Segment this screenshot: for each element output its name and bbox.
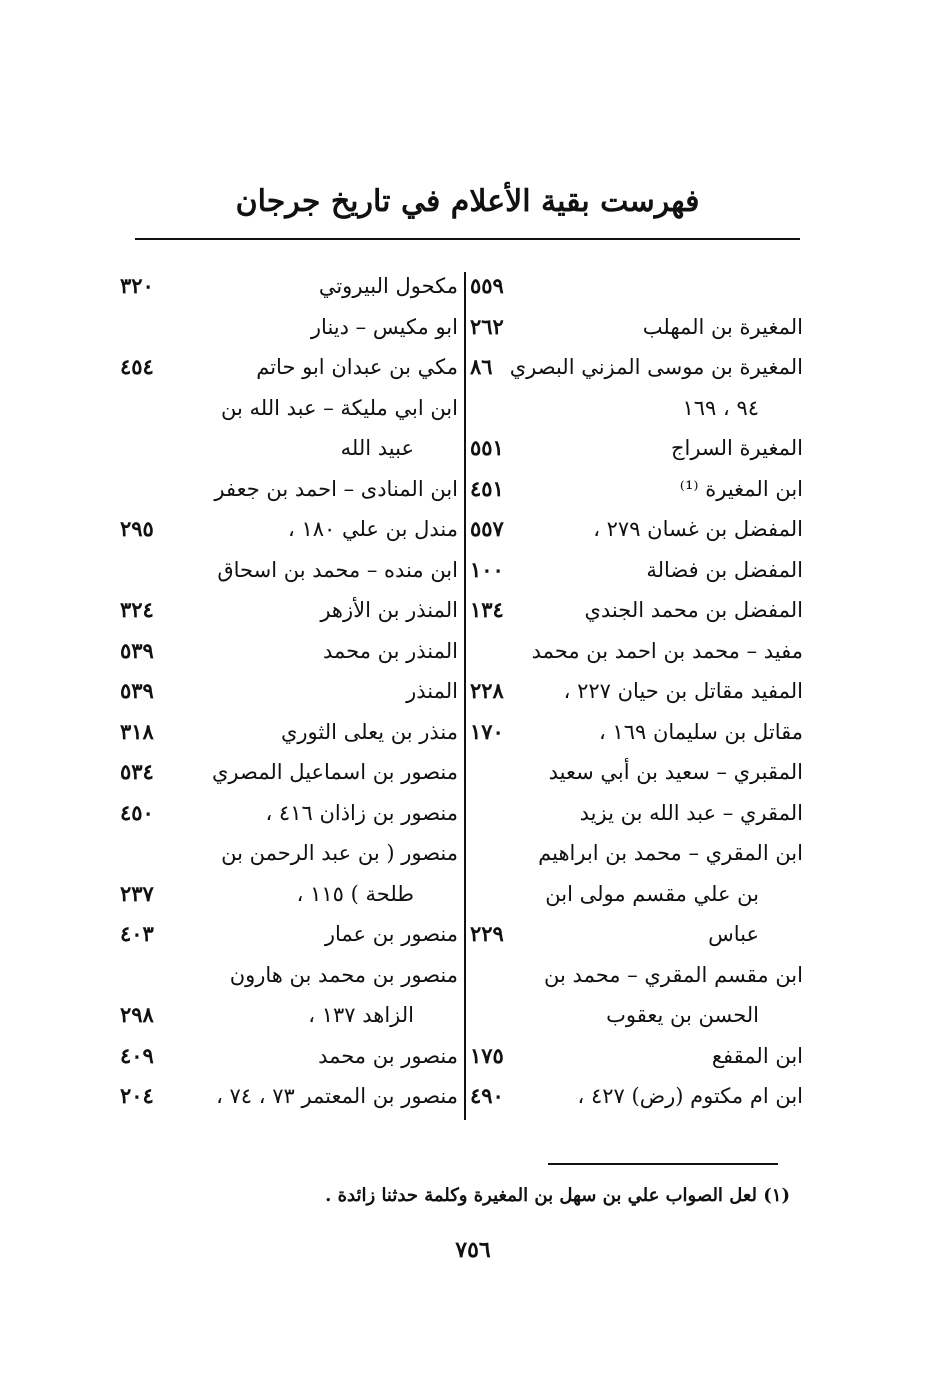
page-number: ٧٥٦ — [455, 1237, 491, 1263]
entry-pages: ٢٣٧ — [120, 880, 154, 906]
entry-name: ابن ابي مليكة – عبد الله بن — [221, 395, 458, 420]
entry-pages: ٣٢٠ — [120, 273, 154, 298]
index-entry — [470, 471, 803, 512]
footnote-rule — [548, 1163, 778, 1165]
index-entry — [470, 309, 803, 350]
entry-pages: ٥٣٤ — [120, 759, 154, 784]
index-entry — [120, 592, 458, 633]
index-entry — [470, 714, 803, 755]
index-entry — [120, 876, 458, 917]
entry-pages: ٢٩٨ — [120, 1002, 154, 1027]
entry-name: الحسن بن يعقوب — [606, 1003, 759, 1027]
entry-pages: ١٣٤ — [470, 597, 504, 622]
index-entry — [120, 714, 458, 755]
entry-name: مكي بن عبدان ابو حاتم — [256, 355, 458, 379]
column-divider — [464, 272, 466, 1120]
index-entry — [470, 754, 803, 795]
entry-pages: ٥٣٩ — [120, 678, 154, 703]
index-entry — [120, 511, 458, 552]
entry-pages: ٢٦٢ — [470, 313, 504, 339]
index-entry — [120, 471, 458, 512]
entry-name: منصور بن عمار — [324, 922, 458, 946]
index-entry — [120, 430, 458, 471]
entry-pages: ٢٢٨ — [470, 678, 504, 703]
index-entry — [120, 309, 458, 350]
index-entry — [470, 795, 803, 836]
entry-pages: ٥٥١ — [470, 435, 504, 460]
header-rule — [135, 238, 800, 240]
entry-name: منصور ( بن عبد الرحمن بن — [221, 841, 458, 865]
entry-name: ابن المنادى – احمد بن جعفر — [214, 476, 458, 501]
entry-name: ابن مقسم المقري – محمد بن — [544, 962, 803, 987]
entry-pages: ٢٩٥ — [120, 516, 154, 541]
entry-name: ٩٤ ، ١٦٩ — [682, 395, 759, 420]
index-column-right — [470, 268, 803, 1119]
entry-name: بن علي مقسم مولى ابن — [545, 881, 759, 906]
entry-name: المقري – عبد الله بن يزيد — [579, 800, 803, 825]
index-entry — [470, 349, 803, 390]
index-entry — [120, 349, 458, 390]
entry-pages: ٤٩٠ — [470, 1083, 504, 1108]
index-entry — [470, 673, 803, 714]
index-entry — [120, 957, 458, 998]
entry-name: ابو مكيس – دينار — [310, 314, 458, 339]
entry-pages: ١٠٠ — [470, 556, 504, 582]
index-entry — [120, 835, 458, 876]
entry-name: المنذر — [406, 679, 458, 703]
entry-pages: ٥٥٩ — [470, 273, 504, 298]
entry-name: المفضل بن فضالة — [646, 557, 803, 582]
index-entry — [470, 997, 803, 1038]
entry-name: المفيد مقاتل بن حيان ٢٢٧ ، — [563, 679, 803, 703]
index-entry — [470, 916, 803, 957]
entry-name: الزاهد ١٣٧ ، — [308, 1003, 414, 1027]
index-entry — [470, 511, 803, 552]
entry-name: المفضل بن غسان ٢٧٩ ، — [593, 517, 803, 541]
index-entry — [470, 552, 803, 593]
entry-name: مقاتل بن سليمان ١٦٩ ، — [598, 719, 803, 744]
entry-pages: ٤٠٩ — [120, 1042, 154, 1068]
entry-name: المغيرة بن موسى المزني البصري — [509, 355, 803, 379]
index-entry — [470, 876, 803, 917]
entry-pages: ٤٥١ — [470, 475, 504, 501]
entry-name: ابن المقفع — [711, 1043, 803, 1068]
entry-name: مكحول البيروتي — [318, 274, 458, 298]
index-entry — [470, 390, 803, 431]
entry-pages: ٨٦ — [470, 354, 493, 379]
index-entry — [120, 552, 458, 593]
entry-name: منصور بن محمد — [318, 1043, 458, 1068]
footnote: (١) لعل الصواب علي بن سهل بن المغيرة وكلمة حدثنا زائدة . — [325, 1185, 790, 1206]
entry-name: منذر بن يعلى الثوري — [280, 719, 458, 744]
entry-name: منصور بن اسماعيل المصري — [212, 760, 458, 784]
entry-name: المقبري – سعيد بن أبي سعيد — [548, 760, 803, 784]
entry-name: المفضل بن محمد الجندي — [584, 598, 803, 622]
index-entry — [120, 997, 458, 1038]
entry-name: المغيرة السراج — [670, 436, 803, 460]
entry-name: منصور بن محمد بن هارون — [229, 962, 458, 987]
entry-pages: ٥٥٧ — [470, 516, 504, 541]
entry-pages: ١٧٠ — [470, 718, 504, 744]
index-entry — [120, 1078, 458, 1119]
entry-name: المغيرة بن المهلب — [642, 314, 803, 339]
entry-name: طلحة ) ١١٥ ، — [296, 881, 414, 906]
entry-pages: ٤٠٣ — [120, 921, 154, 946]
index-entry — [470, 1078, 803, 1119]
index-entry — [120, 1038, 458, 1079]
index-entry — [120, 268, 458, 309]
entry-pages: ٣١٨ — [120, 718, 154, 744]
entry-name: ابن ام مكتوم (رض) ٤٢٧ ، — [577, 1084, 803, 1108]
entry-pages: ٥٣٩ — [120, 637, 154, 663]
index-entry — [120, 916, 458, 957]
index-entry — [470, 1038, 803, 1079]
entry-name: مفيد – محمد بن احمد بن محمد — [531, 638, 803, 663]
index-entry — [470, 268, 803, 309]
entry-pages: ١٧٥ — [470, 1042, 504, 1068]
index-entry — [120, 633, 458, 674]
index-entry — [120, 795, 458, 836]
index-entry — [120, 754, 458, 795]
index-column-left — [120, 268, 458, 1119]
entry-pages: ٤٥٠ — [120, 799, 154, 825]
running-header: فهرست بقية الأعلام في تاريخ جرجان — [235, 184, 700, 219]
entry-name: ابن منده – محمد بن اسحاق — [217, 557, 458, 582]
index-entry — [120, 390, 458, 431]
entry-name: منصور بن المعتمر ٧٣ ، ٧٤ ، — [216, 1084, 458, 1108]
entry-name: عبيد الله — [340, 436, 414, 460]
entry-name: مندل بن علي ١٨٠ ، — [287, 517, 458, 541]
entry-name: ابن المغيرة ⁽¹⁾ — [679, 476, 803, 501]
entry-pages: ٤٥٤ — [120, 354, 154, 379]
index-entry — [470, 957, 803, 998]
entry-pages: ٢٢٩ — [470, 921, 504, 946]
index-entry — [470, 633, 803, 674]
entry-name: المنذر بن الأزهر — [320, 598, 458, 622]
index-entry — [470, 592, 803, 633]
index-entry — [470, 430, 803, 471]
entry-pages: ٣٢٤ — [120, 597, 154, 622]
entry-name: المنذر بن محمد — [322, 638, 458, 663]
entry-name: منصور بن زاذان ٤١٦ ، — [265, 800, 458, 825]
index-entry — [120, 673, 458, 714]
index-entry — [470, 835, 803, 876]
entry-pages: ٢٠٤ — [120, 1083, 154, 1108]
entry-name: عباس — [708, 922, 759, 946]
entry-name: ابن المقري – محمد بن ابراهيم — [538, 841, 803, 865]
